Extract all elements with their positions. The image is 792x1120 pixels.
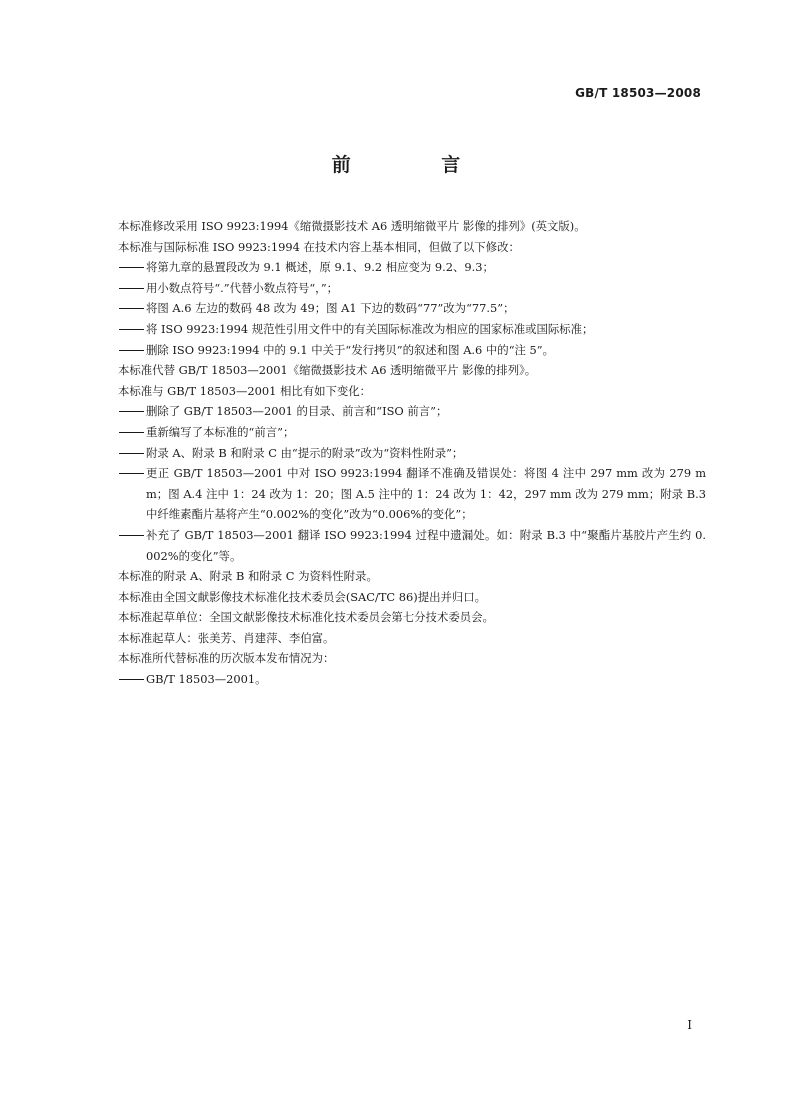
- list-item: [118, 525, 706, 566]
- page-title: 前 言: [331, 154, 503, 176]
- em-dash-icon: [118, 669, 146, 690]
- preface-body: [118, 216, 706, 690]
- em-dash-icon: [118, 422, 146, 443]
- em-dash-icon: [118, 340, 146, 361]
- em-dash-icon: [118, 463, 146, 484]
- list-item: [118, 463, 706, 525]
- paragraph: 本标准起草单位：全国文献影像技术标准化技术委员会第七分技术委员会。: [118, 610, 494, 625]
- paragraph: 本标准修改采用 ISO 9923:1994《缩微摄影技术 A6 透明缩微平片 影像的排列》(英文版)。: [118, 219, 586, 233]
- list-item-text: 将第九章的悬置段改为 9.1 概述，原 9.1、9.2 相应变为 9.2、9.3；: [146, 260, 494, 275]
- list-item: [118, 422, 706, 443]
- em-dash-icon: [118, 298, 146, 319]
- standard-code: GB/T 18503—2008: [575, 86, 701, 100]
- list-item-text: 更正 GB/T 18503—2001 中对 ISO 9923:1994 翻译不准确及错误处：将图 4 注中 297 mm 改为 279 mm；图 A.4 注中 1：24 改为 1：20；图 A.5 注中的 1：24 改为 1：42，297 mm 改为 279 mm；附录 B.3 中纤维素酯片基将产生“0.002%的变化”改为“0.006%的变化”；: [146, 466, 706, 522]
- list-item-text: 删除 ISO 9923:1994 中的 9.1 中关于“发行拷贝”的叙述和图 A.6 中的“注 5”。: [146, 342, 554, 357]
- list-item-text: 将 ISO 9923:1994 规范性引用文件中的有关国际标准改为相应的国家标准或国际标准；: [146, 321, 594, 336]
- em-dash-icon: [118, 278, 146, 299]
- paragraph: 本标准与国际标准 ISO 9923:1994 在技术内容上基本相同，但做了以下修改：: [118, 239, 520, 254]
- paragraph: 本标准所代替标准的历次版本发布情况为：: [118, 651, 335, 666]
- list-item-text: 用小数点符号“.”代替小数点符号“，”；: [146, 280, 339, 295]
- paragraph: 本标准与 GB/T 18503—2001 相比有如下变化：: [118, 383, 372, 398]
- paragraph: 本标准由全国文献影像技术标准化技术委员会(SAC/TC 86)提出并归口。: [118, 589, 487, 604]
- list-item-text: 删除了 GB/T 18503—2001 的目录、前言和“ISO 前言”；: [146, 404, 448, 419]
- list-item: [118, 443, 706, 464]
- list-item-text: 补充了 GB/T 18503—2001 翻译 ISO 9923:1994 过程中遗漏处。如：附录 B.3 中“聚酯片基胶片产生约 0.002%的变化”等。: [146, 527, 706, 563]
- em-dash-icon: [118, 401, 146, 422]
- list-item: [118, 340, 706, 361]
- list-item: [118, 669, 706, 690]
- paragraph: 本标准代替 GB/T 18503—2001《缩微摄影技术 A6 透明缩微平片 影像的排列》。: [118, 363, 537, 378]
- em-dash-icon: [118, 257, 146, 278]
- paragraph: 本标准的附录 A、附录 B 和附录 C 为资料性附录。: [118, 569, 378, 584]
- list-item-text: GB/T 18503—2001。: [146, 672, 267, 687]
- page-number: I: [687, 1018, 692, 1032]
- em-dash-icon: [118, 525, 146, 546]
- list-item-text: 附录 A、附录 B 和附录 C 由“提示的附录”改为“资料性附录”；: [146, 445, 464, 460]
- em-dash-icon: [118, 443, 146, 464]
- em-dash-icon: [118, 319, 146, 340]
- list-item: [118, 401, 706, 422]
- list-item-text: 重新编写了本标准的“前言”；: [146, 424, 295, 439]
- list-item: [118, 298, 706, 319]
- list-item-text: 将图 A.6 左边的数码 48 改为 49；图 A1 下边的数码“77”改为“77.5”；: [146, 301, 515, 316]
- list-item: [118, 278, 706, 299]
- paragraph: 本标准起草人：张美芳、肖建萍、李伯富。: [118, 630, 335, 645]
- list-item: [118, 257, 706, 278]
- list-item: [118, 319, 706, 340]
